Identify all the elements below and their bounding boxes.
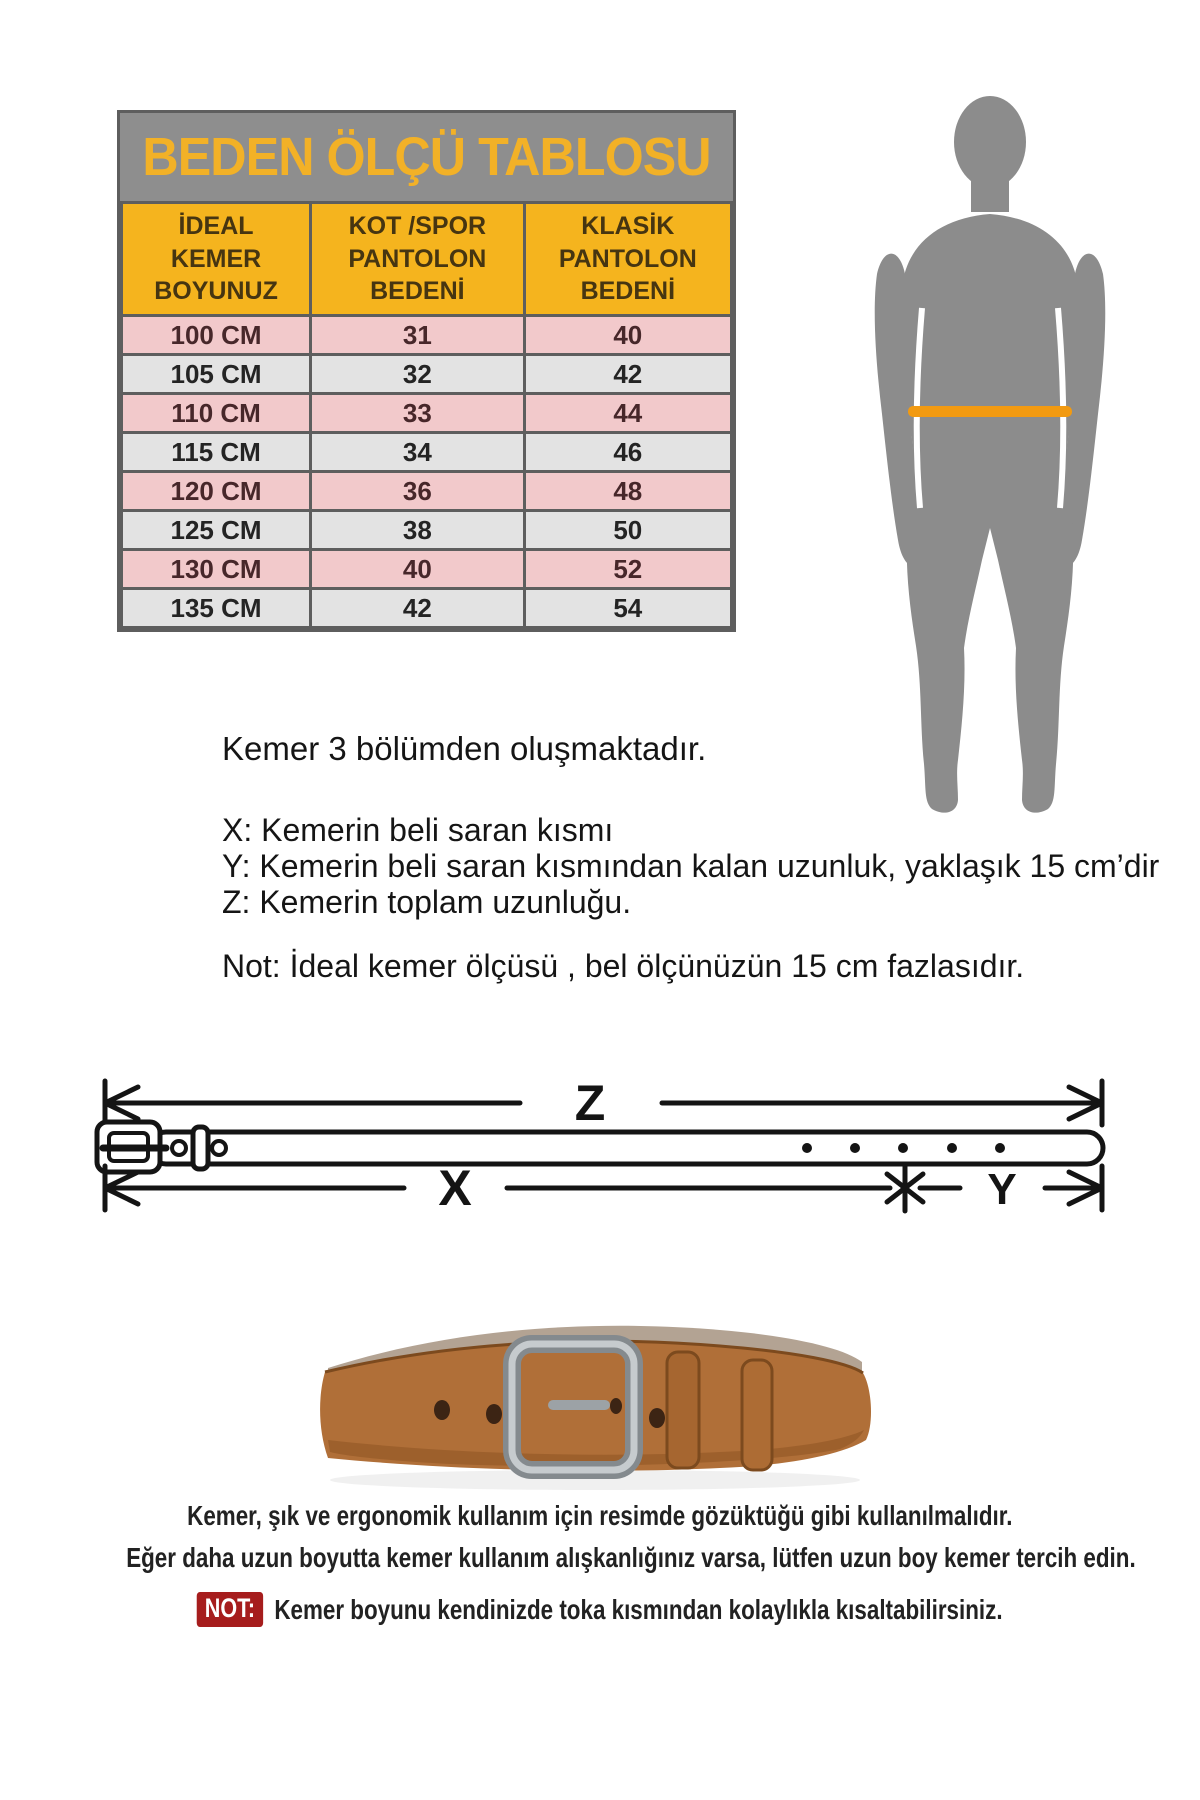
- cell-classic-size: 44: [524, 394, 731, 433]
- asterisk-marker: [887, 1165, 960, 1211]
- silhouette-torso: [901, 214, 1079, 520]
- size-table: [117, 110, 736, 632]
- belt-prong: [548, 1400, 610, 1410]
- diagram-dot-hole: [995, 1143, 1005, 1153]
- belt-parts-list: [222, 812, 1159, 920]
- table-row: [122, 394, 732, 433]
- cell-belt-length: 100 CM: [122, 316, 311, 355]
- part-y-line: Y: Kemerin beli saran kısmından kalan uzunluk, yaklaşık 15 cm’dir: [222, 848, 1160, 884]
- table-row: [122, 472, 732, 511]
- belt-hole: [434, 1400, 450, 1420]
- table-row: [122, 589, 732, 628]
- cell-classic-size: 40: [524, 316, 731, 355]
- belt-loop: [742, 1360, 772, 1470]
- table-row: [122, 433, 732, 472]
- col-header-classic-size: KLASİK PANTOLON BEDENİ: [524, 203, 731, 316]
- belt-hole: [649, 1408, 665, 1428]
- diagram-keeper: [193, 1127, 208, 1169]
- silhouette-legs: [907, 516, 1074, 813]
- table-row: [122, 511, 732, 550]
- cell-jean-size: 34: [311, 433, 525, 472]
- cell-jean-size: 32: [311, 355, 525, 394]
- belt-loop: [667, 1352, 699, 1468]
- male-body-silhouette: [828, 88, 1152, 833]
- belt-hole: [486, 1404, 502, 1424]
- cell-jean-size: 40: [311, 550, 525, 589]
- cell-belt-length: 110 CM: [122, 394, 311, 433]
- diagram-hole: [172, 1141, 186, 1155]
- diagram-label-x: X: [438, 1160, 472, 1216]
- cell-classic-size: 52: [524, 550, 731, 589]
- cell-belt-length: 120 CM: [122, 472, 311, 511]
- cell-belt-length: 115 CM: [122, 433, 311, 472]
- footer-usage-line: Kemer, şık ve ergonomik kullanım için resimde gözüktüğü gibi kullanılmalıdır.: [187, 1500, 1013, 1531]
- cell-classic-size: 46: [524, 433, 731, 472]
- diagram-dot-hole: [947, 1143, 957, 1153]
- diagram-dot-hole: [802, 1143, 812, 1153]
- cell-belt-length: 125 CM: [122, 511, 311, 550]
- cell-jean-size: 42: [311, 589, 525, 628]
- diagram-dot-hole: [898, 1143, 908, 1153]
- table-row: [122, 550, 732, 589]
- cell-jean-size: 33: [311, 394, 525, 433]
- cell-belt-length: 135 CM: [122, 589, 311, 628]
- cell-classic-size: 42: [524, 355, 731, 394]
- diagram-label-z: Z: [574, 1075, 606, 1131]
- cell-classic-size: 48: [524, 472, 731, 511]
- cell-classic-size: 54: [524, 589, 731, 628]
- silhouette-neck: [971, 168, 1009, 212]
- size-table-title: BEDEN ÖLÇÜ TABLOSU: [142, 127, 711, 187]
- footer-note-text: Kemer boyunu kendinizde toka kısmından kolaylıkla kısaltabilirsiniz.: [274, 1593, 1003, 1625]
- cell-classic-size: 50: [524, 511, 731, 550]
- size-table-grid: [120, 201, 733, 629]
- col-header-jean-size: KOT /SPOR PANTOLON BEDENİ: [311, 203, 525, 316]
- size-table-body: [122, 316, 732, 628]
- cell-jean-size: 36: [311, 472, 525, 511]
- diagram-dot-hole: [850, 1143, 860, 1153]
- table-row: [122, 316, 732, 355]
- belt-parts-intro: Kemer 3 bölümden oluşmaktadır.: [222, 730, 707, 767]
- belt-measurement-diagram: [50, 1058, 1160, 1233]
- part-z-line: Z: Kemerin toplam uzunluğu.: [222, 884, 632, 920]
- table-header-row: [122, 203, 732, 316]
- cell-jean-size: 31: [311, 316, 525, 355]
- table-row: [122, 355, 732, 394]
- waist-belt-line: [908, 406, 1072, 417]
- footer-note-line: [0, 1592, 1200, 1627]
- belt-product-photo: [300, 1272, 880, 1507]
- cell-belt-length: 130 CM: [122, 550, 311, 589]
- col-header-belt-length: İDEAL KEMER BOYUNUZ: [122, 203, 311, 316]
- size-table-title-bar: [120, 113, 733, 201]
- ideal-size-note: Not: İdeal kemer ölçüsü , bel ölçünüzün 15 cm fazlasıdır.: [222, 948, 1025, 984]
- footer-long-belt-line: Eğer daha uzun boyutta kemer kullanım alışkanlığınız varsa, lütfen uzun boy kemer tercih edin.: [126, 1542, 1136, 1573]
- part-x-line: X: Kemerin beli saran kısmı: [222, 812, 614, 848]
- cell-jean-size: 38: [311, 511, 525, 550]
- diagram-hole: [212, 1141, 226, 1155]
- not-badge: NOT:: [197, 1592, 263, 1627]
- diagram-label-y: Y: [987, 1165, 1017, 1214]
- cell-belt-length: 105 CM: [122, 355, 311, 394]
